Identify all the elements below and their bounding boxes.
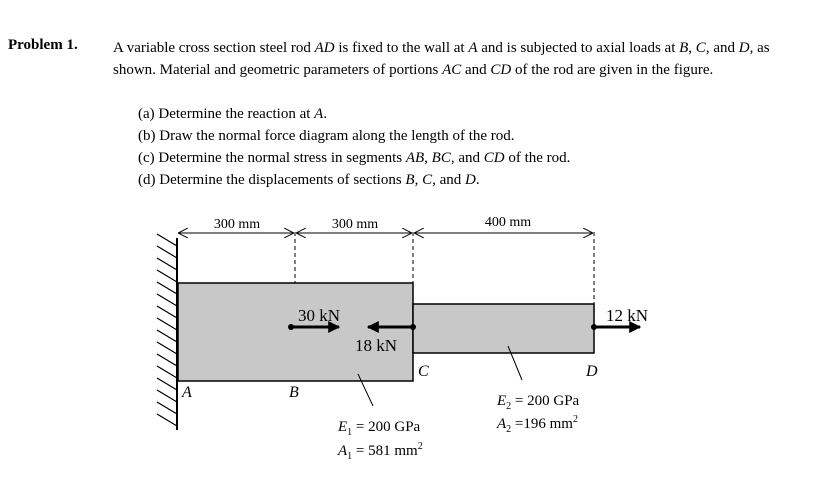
variable-text: D bbox=[738, 40, 750, 56]
load-label-b: 30 kN bbox=[298, 306, 341, 325]
wall-hatch-line bbox=[157, 378, 177, 390]
point-label-d: D bbox=[586, 363, 598, 380]
text-run: , and bbox=[450, 150, 484, 166]
wall-hatch-line bbox=[157, 390, 177, 402]
text-run: . bbox=[323, 106, 328, 122]
text-run: of the rod. bbox=[504, 150, 571, 166]
text-run: (a) Determine the reaction at bbox=[138, 106, 315, 122]
text-run: is fixed to the wall at bbox=[334, 40, 469, 56]
point-label-b: B bbox=[289, 384, 299, 401]
variable-text: B bbox=[679, 40, 689, 56]
variable-text: C bbox=[695, 40, 706, 56]
wall-hatch-line bbox=[157, 366, 177, 378]
text-run: (b) Draw the normal force diagram along the length of the rod. bbox=[138, 128, 515, 144]
wall-hatch-line bbox=[157, 246, 177, 258]
text-run: (c) Determine the normal stress in segments bbox=[138, 150, 406, 166]
point-label-a: A bbox=[182, 384, 192, 401]
variable-text: AB bbox=[405, 150, 425, 166]
wall-hatch-line bbox=[157, 258, 177, 270]
text-run: , bbox=[424, 150, 432, 166]
variable-text: CD bbox=[490, 62, 512, 78]
text-run: of the rod are given in the figure. bbox=[511, 62, 714, 78]
text-run: . bbox=[475, 172, 480, 188]
wall-hatch-line bbox=[157, 342, 177, 354]
load-label-d: 12 kN bbox=[606, 306, 649, 325]
seg1-area: $A_1 = 581$ $mm^2$ bbox=[338, 441, 423, 462]
wall-hatch-line bbox=[157, 282, 177, 294]
text-run: and bbox=[461, 62, 491, 78]
wall-hatch-line bbox=[157, 294, 177, 306]
variable-text: BC bbox=[431, 150, 451, 166]
variable-text: AD bbox=[314, 40, 335, 56]
wall-hatch-line bbox=[157, 234, 177, 246]
wall-hatch-line bbox=[157, 402, 177, 414]
text-run: , as shown. Material and geometric parameters of portions bbox=[113, 40, 770, 78]
variable-text: D bbox=[465, 172, 476, 188]
text-run: A variable cross section steel rod bbox=[113, 40, 315, 56]
wall-hatch-line bbox=[157, 270, 177, 282]
variable-text: CD bbox=[483, 150, 505, 166]
variable-text: AC bbox=[442, 62, 462, 78]
seg1-modulus: $E_1 = 200$ GPa bbox=[338, 419, 421, 438]
wall-hatch-line bbox=[157, 318, 177, 330]
text-run: and is subjected to axial loads at bbox=[477, 40, 680, 56]
seg2-area: $A_2 =196$ $mm^2$ bbox=[497, 414, 578, 435]
text-run: , bbox=[414, 172, 423, 188]
text-run: , and bbox=[432, 172, 466, 188]
variable-text: B bbox=[405, 172, 415, 188]
variable-text: A bbox=[468, 40, 478, 56]
text-run: , and bbox=[705, 40, 739, 56]
dimension-label-bc: 300 mm bbox=[331, 217, 379, 232]
seg2-modulus: $E_2 = 200$ GPa bbox=[497, 393, 580, 412]
wall-hatch-line bbox=[157, 330, 177, 342]
variable-text: A bbox=[314, 106, 324, 122]
rod-segment-ac bbox=[178, 283, 413, 381]
rod-segment-cd bbox=[413, 304, 594, 353]
problem-label: Problem 1. bbox=[8, 37, 78, 53]
wall-hatch-line bbox=[157, 414, 177, 426]
variable-text: C bbox=[422, 172, 433, 188]
dimension-label-ab: 300 mm bbox=[213, 217, 261, 232]
fixed-wall bbox=[157, 234, 177, 430]
text-run: (d) Determine the displacements of sections bbox=[138, 172, 406, 188]
dimension-label-cd: 400 mm bbox=[484, 215, 532, 230]
text-run: , bbox=[688, 40, 696, 56]
wall-hatch-line bbox=[157, 306, 177, 318]
load-label-c: 18 kN bbox=[355, 336, 398, 355]
wall-hatch-line bbox=[157, 354, 177, 366]
point-label-c: C bbox=[418, 363, 429, 380]
